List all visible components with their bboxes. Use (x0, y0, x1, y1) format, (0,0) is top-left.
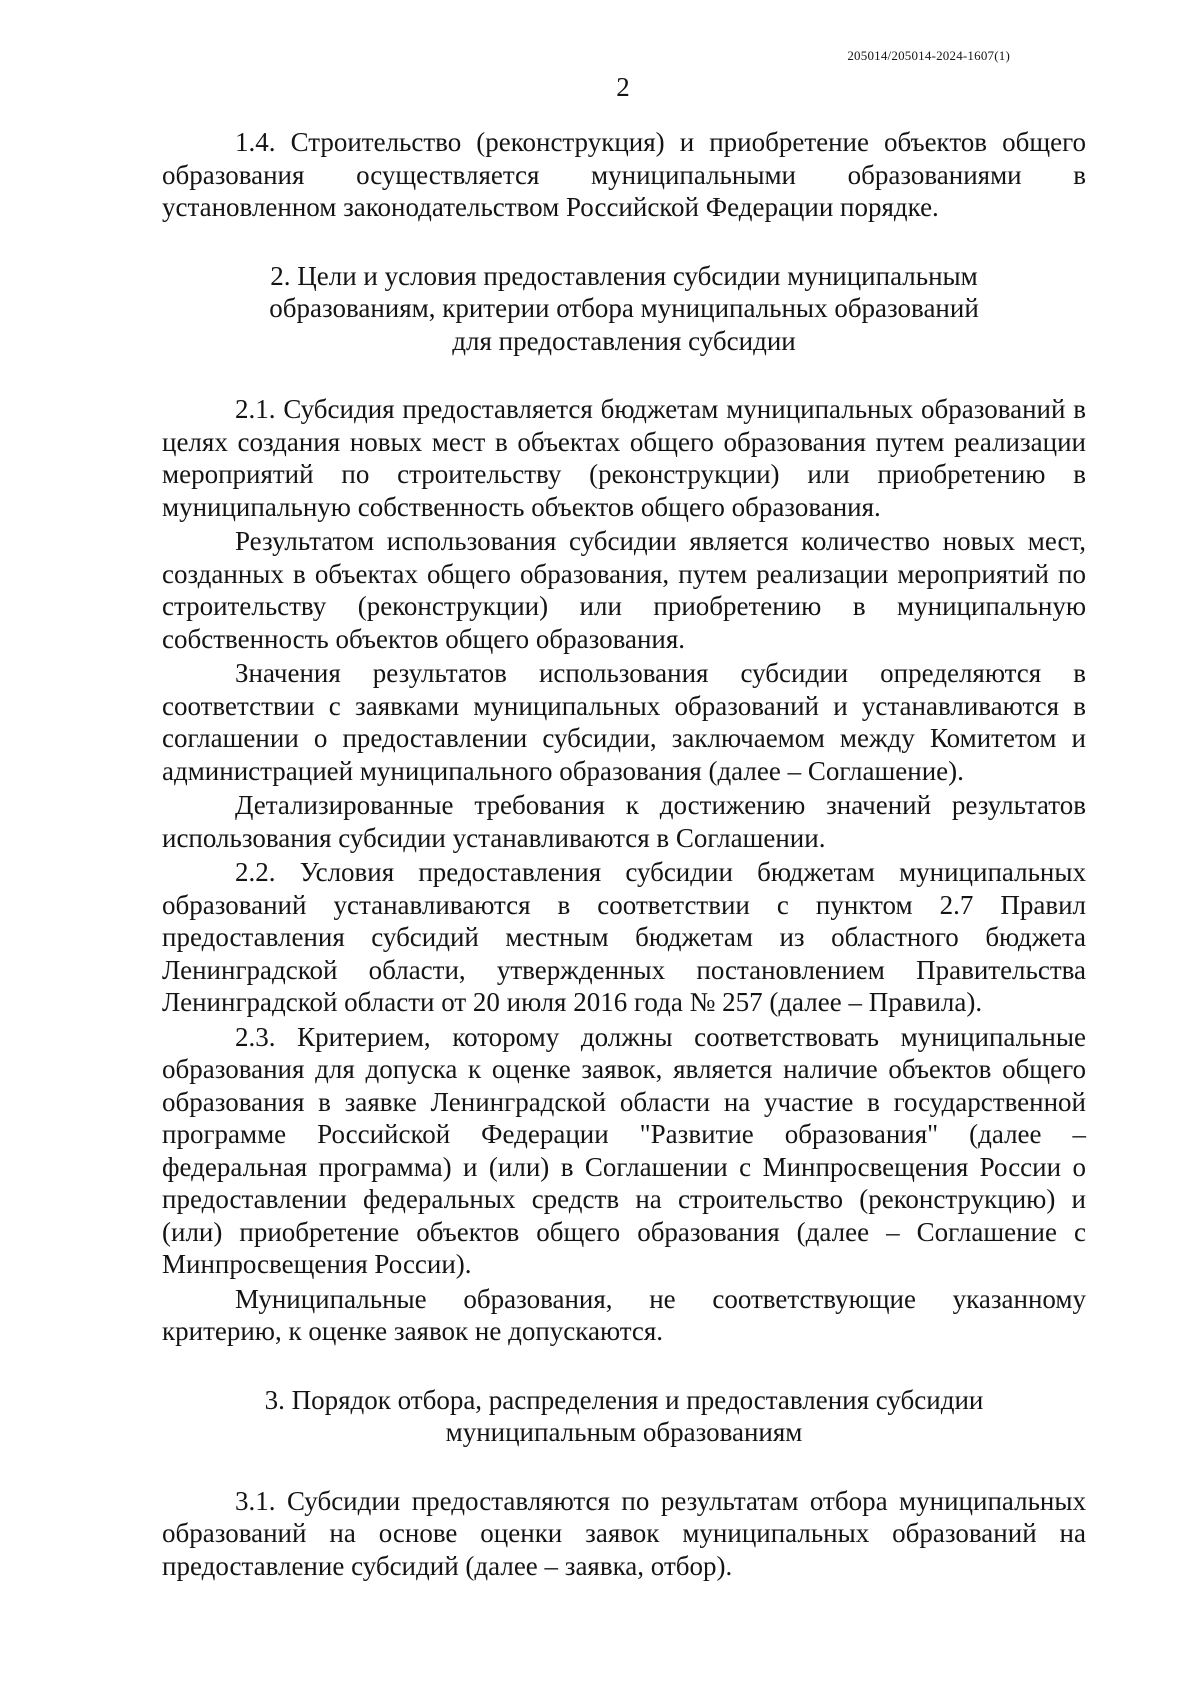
section-2-heading-line: для предоставления субсидии (452, 325, 796, 356)
paragraph-2-1: 2.1. Субсидия предоставляется бюджетам муниципальных образований в целях создания новых мест в объектах общего образования путем реализации мероприятий по строительству (реконструкции) или приобретению в муниципальную собственность объектов общего образования. (162, 394, 1086, 522)
paragraph-values: Значения результатов использования субсидии определяются в соответствии с заявками муниципальных образований и устанавливаются в соглашении о предоставлении субсидии, заключаемом между Комитетом и администрацией муниципального образования (далее – Соглашение). (162, 658, 1086, 786)
paragraph-2-3: 2.3. Критерием, которому должны соответствовать муниципальные образования для допуска к оценке заявок, является наличие объектов общего образования в заявке Ленинградской области на участие в государственной программе Российской Федерации "Развитие образования" (далее – федеральная программа) и (или) в Соглашении с Минпросвещения России о предоставлении федеральных средств на строительство (реконструкцию) и (или) приобретение объектов общего образования (далее – Соглашение с Минпросвещения России). (162, 1021, 1086, 1279)
section-2-heading-line: 2. Цели и условия предоставления субсидии муниципальным (270, 260, 978, 291)
section-2-heading-line: образованиям, критерии отбора муниципальных образований (269, 293, 979, 323)
paragraph-result: Результатом использования субсидии является количество новых мест, созданных в объектах общего образования, путем реализации мероприятий по строительству (реконструкции) или приобретению в муниципальную собственность объектов общего образования. (162, 526, 1086, 654)
section-3-heading-line: муниципальным образованиям (445, 1417, 803, 1447)
document-body (162, 126, 1086, 1582)
page-number: 2 (616, 72, 630, 102)
section-2-heading (162, 260, 1086, 358)
paragraph-3-1: 3.1. Субсидии предоставляются по результатам отбора муниципальных образований на основе оценки заявок муниципальных образований на предоставление субсидий (далее – заявка, отбор). (162, 1485, 1086, 1581)
paragraph-detail: Детализированные требования к достижению значений результатов использования субсидии устанавливаются в Соглашении. (162, 790, 1086, 853)
section-3-heading-line: 3. Порядок отбора, распределения и предоставления субсидии (264, 1384, 984, 1415)
paragraph-2-2: 2.2. Условия предоставления субсидии бюджетам муниципальных образований устанавливаются в соответствии с пунктом 2.7 Правил предоставления субсидий местным бюджетам из областного бюджета Ленинградской области, утвержденных постановлением Правительства Ленинградской области от 20 июля 2016 года № 257 (далее – Правила). (162, 857, 1086, 1017)
paragraph-1-4: 1.4. Строительство (реконструкция) и приобретение объектов общего образования осуществляется муниципальными образованиями в установленном законодательством Российской Федерации порядке. (162, 127, 1086, 222)
section-3-heading (162, 1384, 1086, 1449)
document-id: 205014/205014-2024-1607(1) (847, 48, 1010, 63)
paragraph-not-admitted: Муниципальные образования, не соответствующие указанному критерию, к оценке заявок не допускаются. (162, 1283, 1086, 1346)
